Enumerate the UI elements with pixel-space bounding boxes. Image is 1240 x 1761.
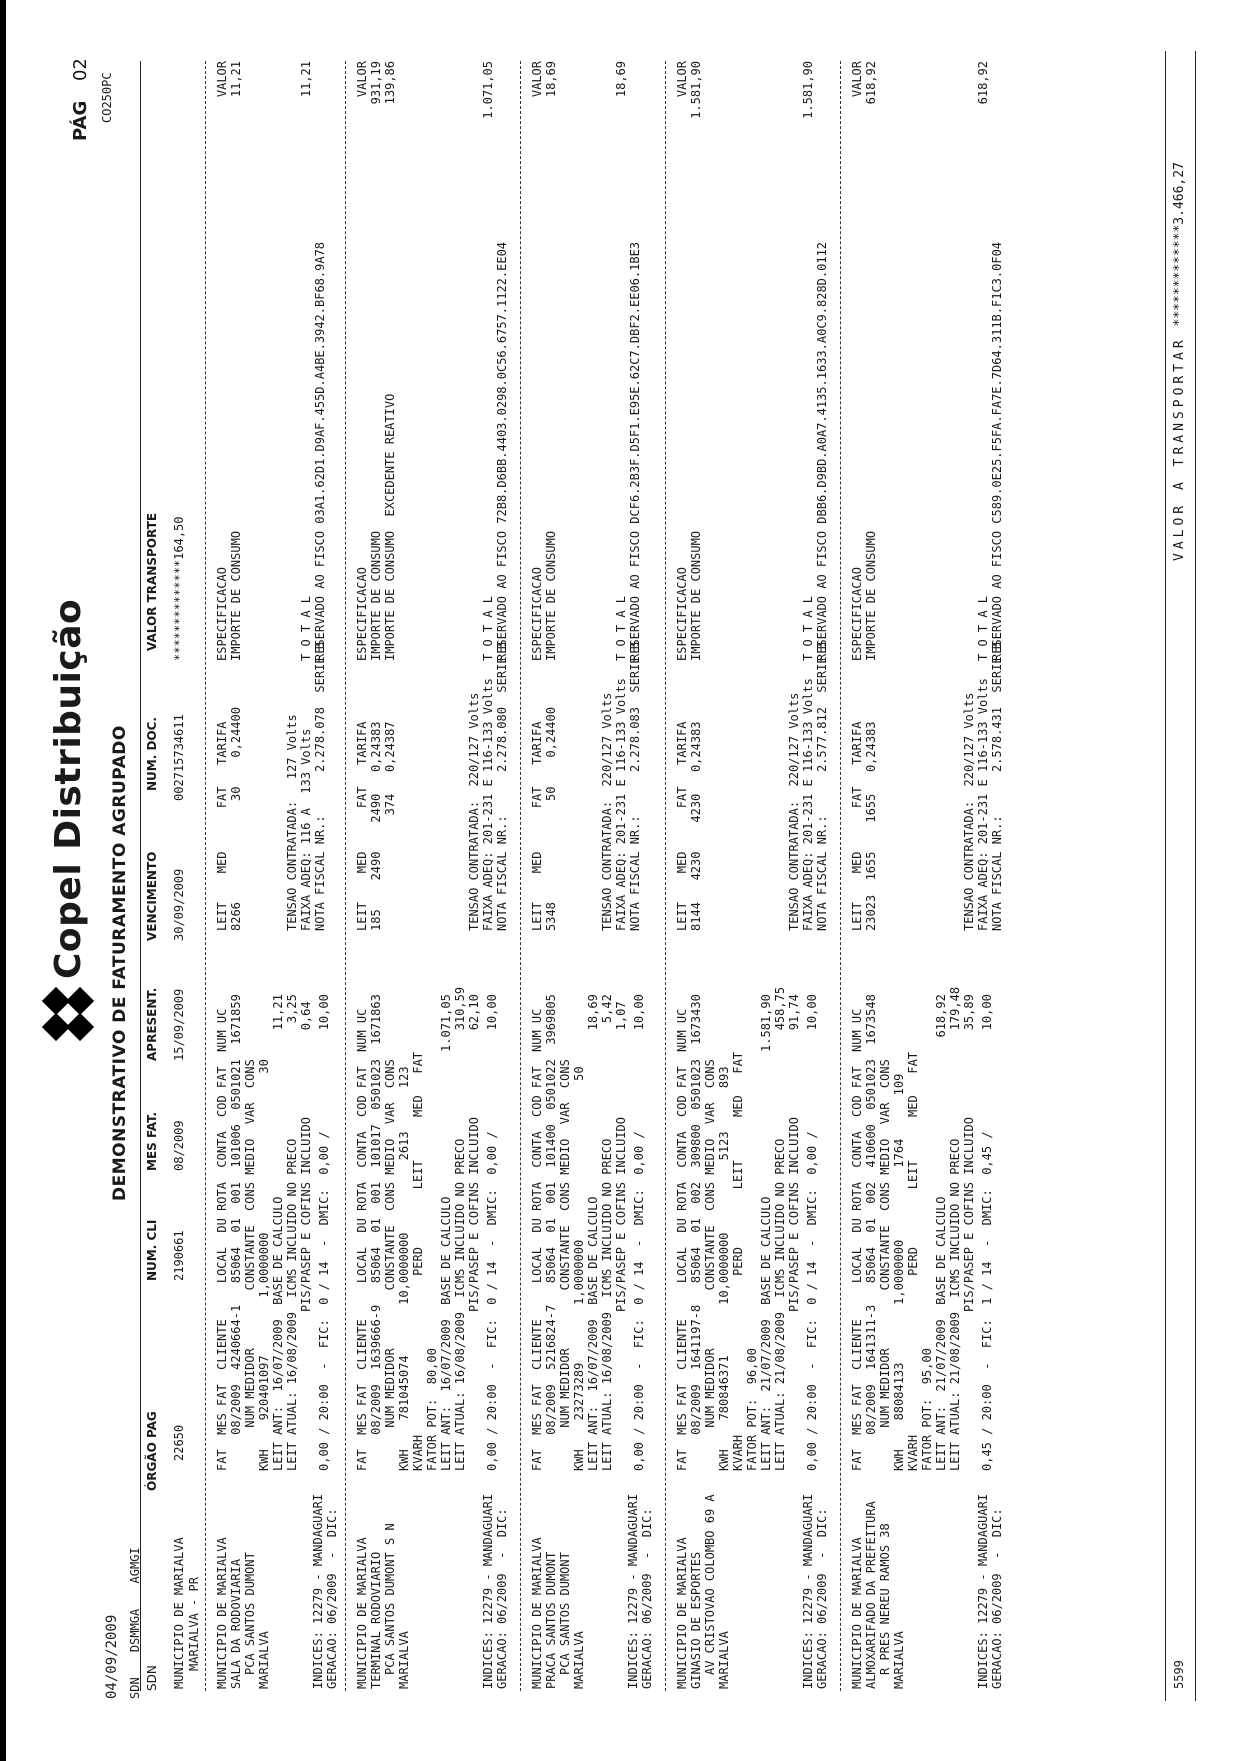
entry-tensao: TENSAO CONTRATADA: 127 Volts FAIXA ADEQ: 116 A 133 Volts NOTA FISCAL NR.: 2.278.078 SERIE B [285, 642, 327, 931]
address-line: MARIALVA [717, 1631, 731, 1689]
col-valor-transporte: VALOR TRANSPORTE [145, 512, 159, 651]
separator [345, 61, 346, 1691]
origin-agmgi: AGMGI [128, 1547, 142, 1584]
grid-line: NUM MEDIDOR CONSTANTE CONS MEDIO VAR CONS [878, 1059, 892, 1471]
entry-address [850, 1501, 906, 1689]
address-line: PCA SANTOS DUMONT [558, 1552, 572, 1675]
grid-line: FATOR POT: 96,00 [745, 1348, 759, 1471]
grid-line: LEIT ANT: 21/07/2009 BASE DE CALCULO 1.581,90 [759, 994, 773, 1471]
billing-entry [530, 0, 670, 1761]
grid-line: LEIT ATUAL: 16/08/2009 ICMS INCLUIDO NO PRECO 5,42 [600, 994, 614, 1471]
grid-line: FATOR POT: 95,00 [920, 1348, 934, 1471]
entry-tensao: TENSAO CONTRATADA: 220/127 Volts FAIXA ADEQ: 201-231 E 116-133 Volts NOTA FISCAL NR.: 2.578.431 SERIE B [962, 642, 1004, 931]
separator [840, 61, 841, 1691]
origin-sdn: SDN [128, 1677, 142, 1699]
entry-valor: VALOR 618,92 [850, 61, 878, 105]
grid-line: FAT MES FAT CLIENTE LOCAL DU ROTA CONTA COD FAT NUM UC [215, 1008, 229, 1471]
grid-line: KVARH PERD LEIT MED FAT [731, 1051, 745, 1471]
address-line: SALA DA RODOVIARIA [229, 1558, 243, 1689]
origin-dsmmga: DSMMGA [128, 1608, 142, 1653]
col-num-doc: NUM. DOC. [145, 717, 159, 791]
summary-num-doc: 002715734611 [172, 714, 186, 801]
entry-meter-grid [675, 987, 819, 1471]
billing-entry [215, 0, 355, 1761]
entry-indices: INDICES: 12279 - MANDAGUARI GERACAO: 06/2009 - DIC: [976, 1493, 1004, 1689]
address-line: MUNICIPIO DE MARIALVA [530, 1537, 544, 1689]
geracao-line: GERACAO: 06/2009 [815, 1573, 829, 1689]
entry-total-valor: 18,69 [614, 61, 628, 98]
separator [665, 61, 666, 1691]
grid-line: PIS/PASEP E COFINS INCLUIDO 91,74 [787, 994, 801, 1471]
grid-line: 0,00 / 20:00 - FIC: 0 / 14 - DMIC: 0,00 / 10,00 [317, 994, 331, 1471]
grid-line: LEIT ANT: 21/07/2009 BASE DE CALCULO 618,92 [934, 994, 948, 1471]
grid-line: LEIT ATUAL: 21/08/2009 ICMS INCLUIDO NO PRECO 179,48 [948, 986, 962, 1471]
address-line: MARIALVA [892, 1631, 906, 1689]
entry-address [675, 1494, 731, 1689]
header-rule [140, 61, 141, 1691]
address-line: PCA SANTOS DUMONT [243, 1552, 257, 1675]
entry-valor: VALOR 18,69 [530, 61, 558, 98]
page-number: 02 [70, 58, 91, 82]
footer-rule [1165, 51, 1166, 1701]
grid-line: KVARH PERD LEIT MED FAT [906, 1051, 920, 1471]
grid-line: PIS/PASEP E COFINS INCLUIDO 0,64 [299, 1001, 313, 1471]
entry-total-valor: 1.071,05 [481, 61, 495, 119]
address-line: PCA SANTOS DUMONT S N [383, 1523, 397, 1675]
summary-mes-fat: 08/2009 [172, 1120, 186, 1171]
grid-line: 08/2009 1641311-3 85064 01 002 410600 0501023 1673548 [864, 994, 878, 1471]
entry-indices: INDICES: 12279 - MANDAGUARI GERACAO: 06/2009 - DIC: [626, 1493, 654, 1689]
dic-label: DIC: [495, 1508, 509, 1538]
billing-entry [850, 0, 1020, 1761]
grid-line: LEIT ANT: 16/07/2009 BASE DE CALCULO 18,69 [586, 994, 600, 1471]
address-line: PRACA SANTOS DUMONT [544, 1551, 558, 1689]
grid-line: 08/2009 1641197-8 85064 01 002 309800 0501023 1673430 [689, 994, 703, 1471]
billing-entry [355, 0, 525, 1761]
entry-tensao: TENSAO CONTRATADA: 220/127 Volts FAIXA ADEQ: 201-231 E 116-133 Volts NOTA FISCAL NR.: 2.278.080 SERIE B [467, 642, 509, 931]
geracao-line: GERACAO: 06/2009 [325, 1573, 339, 1689]
grid-line: LEIT ATUAL: 21/08/2009 ICMS INCLUIDO NO PRECO 458,75 [773, 986, 787, 1471]
entry-readings: LEIT MED FAT TARIFA 8144 4230 4230 0,24383 [675, 721, 703, 931]
footer-rule-bottom [1195, 51, 1196, 1701]
entry-meter-grid [215, 994, 331, 1471]
indices-line: INDICES: 12279 - MANDAGUARI [976, 1493, 990, 1689]
grid-line: PIS/PASEP E COFINS INCLUIDO 1,07 [614, 1001, 628, 1471]
entry-readings: LEIT MED FAT TARIFA 23023 1655 1655 0,24383 [850, 721, 878, 931]
entry-address [355, 1523, 411, 1689]
summary-name: MUNICIPIO DE MARIALVA [172, 1537, 186, 1689]
billing-entry [675, 0, 845, 1761]
address-line: TERMINAL RODOVIARIO [369, 1551, 383, 1689]
entry-total-valor: 11,21 [299, 61, 313, 98]
report-date: 04/09/2009 [104, 1614, 120, 1699]
grid-line: NUM MEDIDOR CONSTANTE CONS MEDIO VAR CONS [558, 1059, 572, 1471]
grid-line: 0,00 / 20:00 - FIC: 0 / 14 - DMIC: 0,00 / 10,00 [805, 994, 819, 1471]
entry-total: T O T A L RESERVADO AO FISCO DCF6.2B3F.D5F1.E95E.62C7.DBF2.EE06.1BE3 [614, 241, 642, 661]
transport-total [1172, 162, 1187, 561]
entry-meter-grid [530, 994, 646, 1471]
summary-uf: MARIALVA - PR [187, 1577, 201, 1671]
grid-line: 08/2009 4240664-1 85064 01 001 101006 0501021 1671859 [229, 994, 243, 1471]
summary-valor-transporte: **************164,50 [172, 516, 186, 661]
entry-indices: INDICES: 12279 - MANDAGUARI GERACAO: 06/2009 - DIC: [481, 1493, 509, 1689]
copel-logo-icon [40, 985, 96, 1041]
transport-value: *************3.466,27 [1172, 162, 1187, 327]
entry-total: T O T A L RESERVADO AO FISCO DBB6.D9BD.A0A7.4135.1633.A0C9.828D.0112 [801, 241, 829, 661]
transport-label: VALOR A TRANSPORTAR [1172, 336, 1187, 561]
summary-municipio [172, 1537, 202, 1689]
report-code: CO250PC [100, 72, 114, 123]
address-line: MARIALVA [397, 1631, 411, 1689]
address-line: R PRES NEREU RAMOS 38 [878, 1523, 892, 1675]
grid-line: 0,00 / 20:00 - FIC: 0 / 14 - DMIC: 0,00 / 10,00 [632, 994, 646, 1471]
grid-line: 08/2009 5216824-7 85064 01 001 101400 0501022 3969805 [544, 994, 558, 1471]
address-line: ALMOXARIFADO DA PREFEITURA [864, 1501, 878, 1689]
grid-line: 0,45 / 20:00 - FIC: 1 / 14 - DMIC: 0,45 / 10,00 [980, 994, 994, 1471]
address-line: MUNICIPIO DE MARIALVA [215, 1537, 229, 1689]
grid-line: 0,00 / 20:00 - FIC: 0 / 14 - DMIC: 0,00 / 10,00 [485, 994, 499, 1471]
address-line: MARIALVA [257, 1631, 271, 1689]
summary-num-cli: 2190661 [172, 1230, 186, 1281]
dic-label: DIC: [640, 1508, 654, 1538]
col-vencimento: VENCIMENTO [145, 851, 159, 941]
indices-line: INDICES: 12279 - MANDAGUARI [311, 1493, 325, 1689]
address-line: MUNICIPIO DE MARIALVA [675, 1537, 689, 1689]
grid-line: LEIT ATUAL: 16/08/2009 ICMS INCLUIDO NO PRECO 3,25 [285, 994, 299, 1471]
grid-line: NUM MEDIDOR CONSTANTE CONS MEDIO VAR CONS [703, 1059, 717, 1471]
grid-line: KWH 23273289 1,0000000 50 [572, 1066, 586, 1471]
grid-line: NUM MEDIDOR CONSTANTE CONS MEDIO VAR CONS [243, 1059, 257, 1471]
address-line: GINASIO DE ESPORTES [689, 1551, 703, 1689]
report-title: DEMONSTRATIVO DE FATURAMENTO AGRUPADO [110, 725, 130, 1201]
entry-total-valor: 1.581,90 [801, 61, 815, 119]
entry-valor: VALOR 11,21 [215, 61, 243, 98]
entry-especificacao: ESPECIFICACAO IMPORTE DE CONSUMO IMPORTE DE CONSUMO EXCEDENTE REATIVO [355, 393, 397, 661]
entry-readings: LEIT MED FAT TARIFA 5348 50 0,24400 [530, 707, 558, 931]
indices-line: INDICES: 12279 - MANDAGUARI [626, 1493, 640, 1689]
separator [205, 61, 206, 1691]
entry-address [530, 1537, 586, 1689]
entry-valor: VALOR 1.581,90 [675, 61, 703, 119]
grid-line: FAT MES FAT CLIENTE LOCAL DU ROTA CONTA COD FAT NUM UC [675, 1008, 689, 1471]
grid-line: NUM MEDIDOR CONSTANTE CONS MEDIO VAR CONS [383, 1059, 397, 1471]
grid-line: KWH 920401097 1,0000000 30 [257, 1059, 271, 1471]
address-line: MUNICIPIO DE MARIALVA [355, 1537, 369, 1689]
grid-line: LEIT ATUAL: 16/08/2009 ICMS INCLUIDO NO PRECO 310,59 [453, 986, 467, 1471]
dic-label: DIC: [815, 1508, 829, 1538]
grid-line: 08/2009 1639666-9 85064 01 001 101017 0501023 1671863 [369, 994, 383, 1471]
entry-readings: LEIT MED FAT TARIFA 185 2490 2490 0,24383 374 0,24387 [355, 721, 397, 931]
geracao-line: GERACAO: 06/2009 [640, 1573, 654, 1689]
company-name: Copel Distribuição [47, 598, 89, 979]
indices-line: INDICES: 12279 - MANDAGUARI [801, 1493, 815, 1689]
top-border [0, 0, 6, 1761]
separator [520, 61, 521, 1691]
page-label: PÁG [70, 100, 91, 141]
dic-label: DIC: [990, 1508, 1004, 1538]
entry-especificacao: ESPECIFICACAO IMPORTE DE CONSUMO [675, 530, 703, 661]
entry-especificacao: ESPECIFICACAO IMPORTE DE CONSUMO [530, 530, 558, 661]
grid-line: LEIT ANT: 16/07/2009 BASE DE CALCULO 1.071,05 [439, 994, 453, 1471]
entry-indices: INDICES: 12279 - MANDAGUARI GERACAO: 06/2009 - DIC: [801, 1493, 829, 1689]
summary-vencimento: 30/09/2009 [172, 868, 186, 941]
entry-valor: VALOR 931,19 139,86 [355, 61, 397, 105]
page-indicator [70, 58, 91, 141]
entry-tensao: TENSAO CONTRATADA: 220/127 Volts FAIXA ADEQ: 201-231 E 116-133 Volts NOTA FISCAL NR.: 2.577.812 SERIE B [787, 642, 829, 931]
summary-orgao-pag: 22650 [172, 1424, 186, 1461]
address-line: MARIALVA [572, 1631, 586, 1689]
entry-total: T O T A L RESERVADO AO FISCO 72B8.D6BB.4403.0298.0C56.6757.1122.EE04 [481, 241, 509, 661]
geracao-line: GERACAO: 06/2009 [990, 1573, 1004, 1689]
grid-line: FAT MES FAT CLIENTE LOCAL DU ROTA CONTA COD FAT NUM UC [530, 1008, 544, 1471]
entry-meter-grid [850, 987, 994, 1471]
col-apresent: APRESENT. [145, 987, 159, 1061]
address-line: AV CRISTOVAO COLOMBO 69 A [703, 1494, 717, 1675]
entry-especificacao: ESPECIFICACAO IMPORTE DE CONSUMO [850, 530, 878, 661]
entry-total: T O T A L RESERVADO AO FISCO C589.0E25.F5FA.FA7E.7D64.311B.F1C3.0F04 [976, 241, 1004, 661]
grid-line: KWH 88084133 1,0000000 1764 109 [892, 1073, 906, 1471]
entry-total-valor: 618,92 [976, 61, 990, 105]
grid-line: PIS/PASEP E COFINS INCLUIDO 62,10 [467, 994, 481, 1471]
entry-meter-grid [355, 987, 499, 1471]
col-num-cli: NUM. CLI [145, 1219, 159, 1281]
address-line: MUNICIPIO DE MARIALVA [850, 1537, 864, 1689]
grid-line: FAT MES FAT CLIENTE LOCAL DU ROTA CONTA COD FAT NUM UC [850, 1008, 864, 1471]
company-logo [40, 599, 96, 1041]
col-sdn: SDN [145, 1665, 159, 1691]
dic-label: DIC: [325, 1508, 339, 1538]
col-orgao-pag: ÓRGÃO PAG [145, 1411, 159, 1491]
indices-line: INDICES: 12279 - MANDAGUARI [481, 1493, 495, 1689]
footer-code: 5599 [1172, 1660, 1186, 1689]
grid-line: PIS/PASEP E COFINS INCLUIDO 35,89 [962, 994, 976, 1471]
grid-line: FATOR POT: 80,00 [425, 1348, 439, 1471]
entry-especificacao: ESPECIFICACAO IMPORTE DE CONSUMO [215, 530, 243, 661]
grid-line: FAT MES FAT CLIENTE LOCAL DU ROTA CONTA COD FAT NUM UC [355, 1008, 369, 1471]
entry-address [215, 1537, 271, 1689]
entry-tensao: TENSAO CONTRATADA: 220/127 Volts FAIXA ADEQ: 201-231 E 116-133 Volts NOTA FISCAL NR.: 2.278.083 SERIE B [600, 642, 642, 931]
col-mes-fat: MES FAT. [145, 1111, 159, 1171]
grid-line: KWH 781045074 10,0000000 2613 123 [397, 1066, 411, 1471]
grid-line: LEIT ANT: 16/07/2009 BASE DE CALCULO 11,21 [271, 994, 285, 1471]
entry-indices: INDICES: 12279 - MANDAGUARI GERACAO: 06/2009 - DIC: [311, 1493, 339, 1689]
summary-apresent: 15/09/2009 [172, 988, 186, 1061]
geracao-line: GERACAO: 06/2009 [495, 1573, 509, 1689]
grid-line: KWH 780846371 10,0000000 5123 893 [717, 1066, 731, 1471]
entry-total: T O T A L RESERVADO AO FISCO 03A1.62D1.D9AF.455D.A4BE.3942.BF68.9A78 [299, 241, 327, 661]
entry-readings: LEIT MED FAT TARIFA 8266 30 0,24400 [215, 707, 243, 931]
grid-line: KVARH PERD LEIT MED FAT [411, 1051, 425, 1471]
